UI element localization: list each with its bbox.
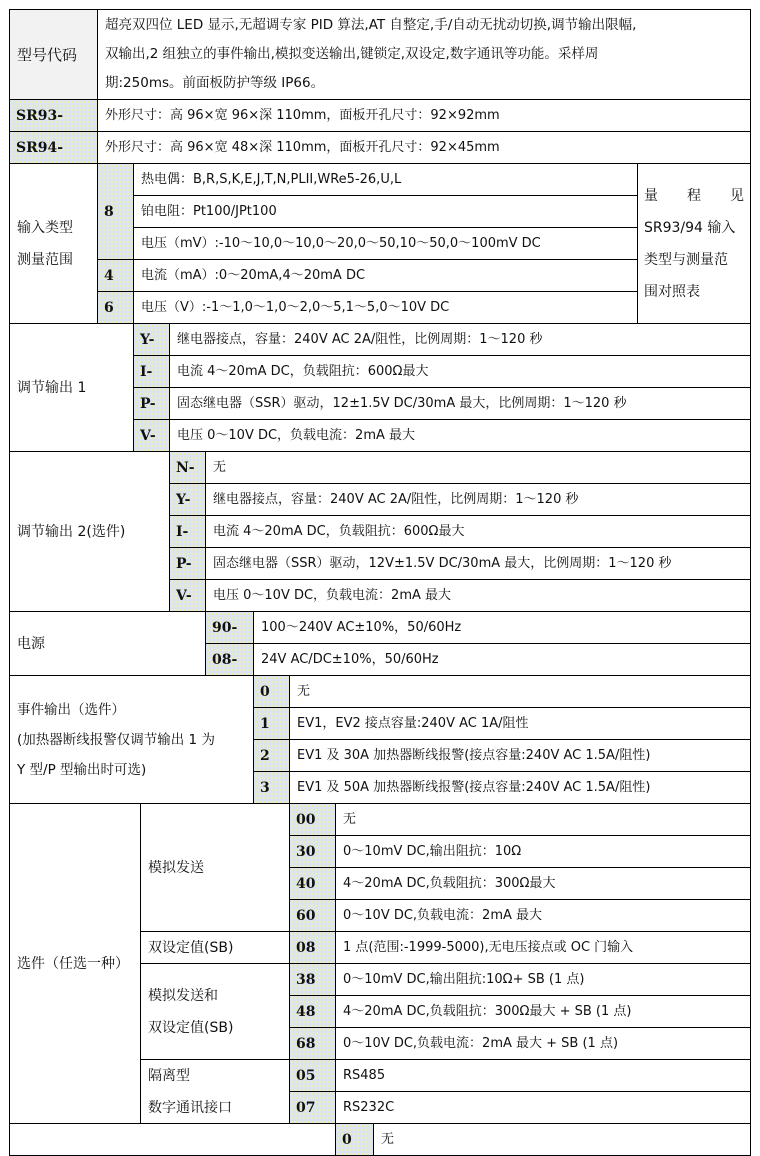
code-text: 05: [296, 1067, 316, 1084]
label-line: 模拟发送和: [148, 987, 218, 1004]
output1-code-v: [133, 419, 170, 452]
options-analog-and-sb-label: [140, 963, 290, 1060]
code-text: Y-: [140, 331, 155, 348]
code-text: Y-: [176, 491, 191, 508]
input-mv: [133, 227, 638, 260]
output1-label: [9, 323, 134, 452]
code-text: 30: [296, 843, 316, 860]
desc-text: 0～10mV DC,输出阻抗：10Ω: [343, 843, 522, 859]
desc-text: 4～20mA DC,负载阻抗：300Ω最大 + SB (1 点): [343, 1003, 632, 1019]
desc-text: 电流 4～20mA DC，负载阻抗：600Ω最大: [177, 363, 429, 379]
code-text: SR94-: [16, 139, 64, 156]
desc-text: RS232C: [343, 1099, 395, 1115]
desc-text: 固态继电器（SSR）驱动，12V±1.5V DC/30mA 最大，比例周期：1～120 秒: [213, 555, 672, 571]
output1-desc-v: [169, 419, 751, 452]
options-analog-transmit-label: [140, 803, 290, 932]
label-text: 调节输出 1: [17, 379, 87, 396]
event-code-1: [253, 707, 290, 740]
options-desc-68: [335, 1027, 751, 1060]
description-line: 双输出,2 组独立的事件输出,模拟变送输出,键锁定,双设定,数字通讯等功能。采样周: [105, 46, 599, 62]
label-line: 隔离型: [148, 1067, 190, 1084]
output1-desc-y: [169, 323, 751, 356]
desc-text: 外形尺寸：高 96×宽 48×深 110mm，面板开孔尺寸：92×45mm: [105, 139, 500, 155]
description-line: 超亮双四位 LED 显示,无超调专家 PID 算法,AT 自整定,手/自动无扰动切换,调节输出限幅,: [105, 17, 637, 33]
desc-text: 铂电阻：Pt100/JPt100: [141, 203, 277, 219]
desc-text: EV1，EV2 接点容量:240V AC 1A/阻性: [297, 715, 529, 731]
output1-code-p: [133, 387, 170, 420]
options-desc-05: [335, 1059, 751, 1092]
label-line: 双设定值(SB): [148, 1019, 234, 1036]
desc-text: 0～10V DC,负载电流：2mA 最大 + SB (1 点): [343, 1035, 619, 1051]
output2-desc-n: [205, 451, 751, 484]
code-text: N-: [176, 459, 195, 476]
label-line: 数字通讯接口: [148, 1099, 232, 1116]
desc-text: EV1 及 30A 加热器断线报警(接点容量:240V AC 1.5A/阻性): [297, 747, 651, 763]
input-type-label: [9, 163, 98, 324]
event-code-0: [253, 675, 290, 708]
input-ma: [133, 259, 638, 292]
desc-text: 4～20mA DC,负载阻抗：300Ω最大: [343, 875, 556, 891]
input-thermocouple: [133, 163, 638, 196]
code-text: 07: [296, 1099, 316, 1116]
options-label: [9, 803, 141, 1124]
desc-text: 无: [343, 811, 357, 827]
model-code-sr93: [9, 99, 98, 132]
output2-desc-y: [205, 483, 751, 516]
options-code-60: [289, 899, 336, 932]
input-code-8: [97, 163, 134, 260]
power-code-90: [205, 611, 254, 644]
output2-desc-p: [205, 547, 751, 580]
code-text: V-: [140, 427, 156, 444]
desc-text: 24V AC/DC±10%，50/60Hz: [261, 651, 439, 667]
desc-text: EV1 及 50A 加热器断线报警(接点容量:240V AC 1.5A/阻性): [297, 779, 651, 795]
options-desc-30: [335, 835, 751, 868]
code-text: 60: [296, 907, 316, 924]
code-text: 38: [296, 971, 316, 988]
code-text: 90-: [212, 619, 238, 636]
model-code-label-text: 型号代码: [17, 45, 78, 64]
label-line: Y 型/P 型输出时可选): [17, 761, 147, 778]
output2-code-i: [169, 515, 206, 548]
options-code-08: [289, 931, 336, 964]
output2-desc-i: [205, 515, 751, 548]
code-text: 3: [260, 779, 270, 796]
options-desc-00: [335, 803, 751, 836]
output2-code-v: [169, 579, 206, 612]
desc-text: 固态继电器（SSR）驱动，12±1.5V DC/30mA 最大，比例周期：1～120 秒: [177, 395, 627, 411]
output2-label: [9, 451, 170, 612]
code-text: 8: [104, 203, 114, 220]
note-char: 量: [644, 187, 658, 204]
event-code-3: [253, 771, 290, 804]
input-code-6: [97, 291, 134, 324]
desc-text: 电压（V）:-1～1,0～1,0～2,0～5,1～5,0～10V DC: [141, 299, 450, 315]
output1-desc-p: [169, 387, 751, 420]
options-code-00: [289, 803, 336, 836]
event-code-2: [253, 739, 290, 772]
desc-text: 外形尺寸：高 96×宽 96×深 110mm，面板开孔尺寸：92×92mm: [105, 107, 500, 123]
options-desc-40: [335, 867, 751, 900]
options-code-07: [289, 1091, 336, 1124]
code-text: V-: [176, 587, 192, 604]
label-line: 测量范围: [17, 251, 73, 268]
desc-text: 无: [213, 459, 227, 475]
code-text: I-: [140, 363, 153, 380]
desc-text: 电流（mA）:0～20mA,4～20mA DC: [141, 267, 366, 283]
options-desc-60: [335, 899, 751, 932]
options-desc-07: [335, 1091, 751, 1124]
desc-text: 电压（mV）:-10～10,0～10,0～20,0～50,10～50,0～100mV DC: [141, 235, 541, 251]
code-text: 00: [296, 811, 316, 828]
label-text: 双设定值(SB): [148, 939, 234, 956]
desc-text: 电流 4～20mA DC，负载阻抗：600Ω最大: [213, 523, 465, 539]
output1-code-i: [133, 355, 170, 388]
model-desc-sr94: [97, 131, 751, 164]
desc-text: 继电器接点，容量：240V AC 2A/阻性，比例周期：1～120 秒: [177, 331, 543, 347]
power-desc-90: [253, 611, 751, 644]
desc-text: RS485: [343, 1067, 386, 1083]
desc-text: 无: [297, 683, 311, 699]
note-first-line: [644, 180, 744, 212]
code-text: P-: [140, 395, 156, 412]
desc-text: 0～10V DC,负载电流：2mA 最大: [343, 907, 543, 923]
code-text: 40: [296, 875, 316, 892]
note-char: 见: [730, 187, 744, 204]
model-code-label: [9, 9, 98, 100]
desc-text: 继电器接点，容量：240V AC 2A/阻性，比例周期：1～120 秒: [213, 491, 579, 507]
code-text: 08: [296, 939, 316, 956]
description-line: 期:250ms。前面板防护等级 IP66。: [105, 75, 325, 91]
output2-code-y: [169, 483, 206, 516]
options-code-48: [289, 995, 336, 1028]
options-desc-48: [335, 995, 751, 1028]
options-dual-setpoint-label: [140, 931, 290, 964]
label-line: (加热器断线报警仅调节输出 1 为: [17, 731, 215, 748]
options-comm-interface-label: [140, 1059, 290, 1124]
event-desc-1: [289, 707, 751, 740]
desc-text: 无: [381, 1131, 395, 1147]
input-rtd: [133, 195, 638, 228]
code-text: 68: [296, 1035, 316, 1052]
output2-code-p: [169, 547, 206, 580]
options-code-30: [289, 835, 336, 868]
code-text: 0: [342, 1131, 352, 1148]
options-desc-08: [335, 931, 751, 964]
code-text: P-: [176, 555, 192, 572]
options-desc-38: [335, 963, 751, 996]
note-char: 程: [687, 187, 701, 204]
output1-desc-i: [169, 355, 751, 388]
desc-text: 热电偶：B,R,S,K,E,J,T,N,PLII,WRe5-26,U,L: [141, 171, 402, 187]
event-desc-2: [289, 739, 751, 772]
model-code-sr94: [9, 131, 98, 164]
code-text: SR93-: [16, 107, 64, 124]
model-desc-sr93: [97, 99, 751, 132]
code-text: 6: [104, 299, 114, 316]
power-label: [9, 611, 206, 676]
code-text: I-: [176, 523, 189, 540]
options-code-38: [289, 963, 336, 996]
desc-text: 电压 0～10V DC，负载电流：2mA 最大: [213, 587, 452, 603]
input-v: [133, 291, 638, 324]
code-text: 1: [260, 715, 270, 732]
label-text: 调节输出 2(选件): [17, 523, 126, 540]
options-code-40: [289, 867, 336, 900]
desc-text: 1 点(范围:-1999-5000),无电压接点或 OC 门输入: [343, 939, 634, 955]
output2-desc-v: [205, 579, 751, 612]
output1-code-y: [133, 323, 170, 356]
desc-text: 100～240V AC±10%，50/60Hz: [261, 619, 462, 635]
last-row-label: [9, 1123, 336, 1156]
event-desc-3: [289, 771, 751, 804]
label-text: 电源: [17, 635, 45, 652]
last-code-0: [335, 1123, 374, 1156]
label-line: 事件输出（选件）: [17, 701, 125, 718]
last-desc-0: [373, 1123, 751, 1156]
output2-code-n: [169, 451, 206, 484]
label-text: 选件（任选一种）: [17, 955, 129, 972]
event-output-label: [9, 675, 254, 804]
input-code-4: [97, 259, 134, 292]
note-line: SR93/94 输入: [644, 219, 736, 236]
code-text: 08-: [212, 651, 238, 668]
note-line: 围对照表: [644, 283, 700, 300]
event-desc-0: [289, 675, 751, 708]
label-line: 输入类型: [17, 219, 73, 236]
desc-text: 0～10mV DC,输出阻抗:10Ω+ SB (1 点): [343, 971, 585, 987]
input-range-note: [637, 163, 751, 324]
power-desc-08: [253, 643, 751, 676]
options-code-05: [289, 1059, 336, 1092]
code-text: 2: [260, 747, 270, 764]
code-text: 4: [104, 267, 114, 284]
model-code-description: [97, 9, 751, 100]
options-code-68: [289, 1027, 336, 1060]
desc-text: 电压 0～10V DC，负载电流：2mA 最大: [177, 427, 416, 443]
code-text: 0: [260, 683, 270, 700]
power-code-08: [205, 643, 254, 676]
code-text: 48: [296, 1003, 316, 1020]
note-line: 类型与测量范: [644, 251, 728, 268]
label-text: 模拟发送: [148, 859, 204, 876]
